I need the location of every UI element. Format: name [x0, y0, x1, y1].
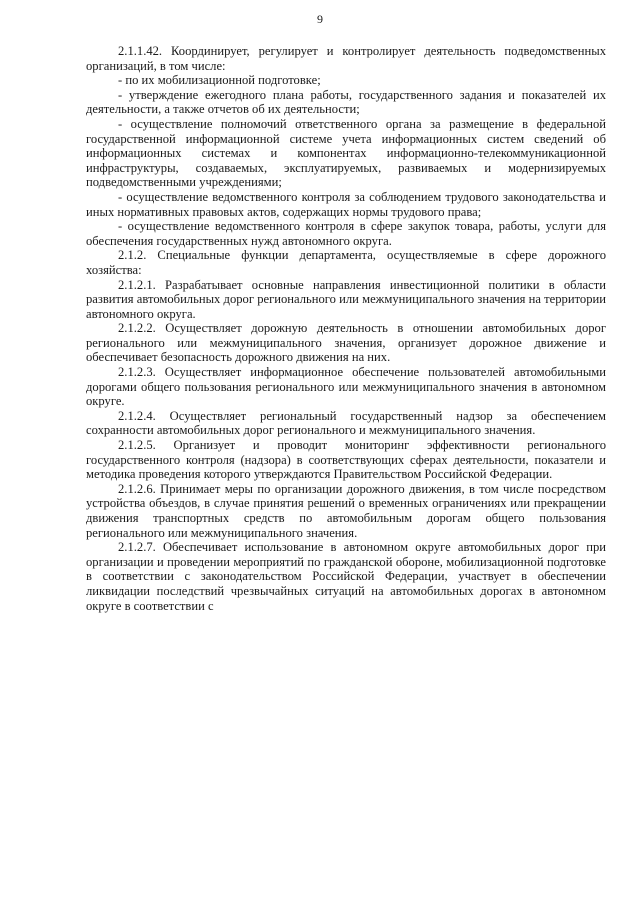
document-body	[86, 44, 606, 613]
paragraph-2-1-2-5: 2.1.2.5. Организует и проводит мониторинг эффективности регионального государственного контроля (надзора) в соответствующих сферах деятельности, показатели и методика проведения которого утверждаются Правительством Российской Федерации.	[86, 438, 606, 482]
list-item-mobilization: - по их мобилизационной подготовке;	[118, 73, 321, 88]
paragraph-2-1-2-6: 2.1.2.6. Принимает меры по организации дорожного движения, в том числе посредством устройства объездов, в случае принятия решений о временных ограничениях или прекращении движения транспортных средств по автомобильным дорогам общего пользования регионального или межмуниципального значения.	[86, 481, 606, 540]
page-number: 9	[317, 12, 323, 26]
paragraph-2-1-2-2: 2.1.2.2. Осуществляет дорожную деятельность в отношении автомобильных дорог регионального или межмуниципального значения, организует дорожное движение и обеспечивает безопасность дорожного движения на них.	[86, 321, 606, 365]
paragraph-2-1-2: 2.1.2. Специальные функции департамента, осуществляемые в сфере дорожного хозяйства:	[86, 248, 606, 277]
list-item-procurement-control: - осуществление ведомственного контроля в сфере закупок товара, работы, услуги для обеспечения государственных нужд автономного округа.	[86, 219, 606, 248]
paragraph-2-1-1-42: 2.1.1.42. Координирует, регулирует и контролирует деятельность подведомственных организаций, в том числе:	[86, 44, 606, 73]
paragraph-2-1-2-1: 2.1.2.1. Разрабатывает основные направления инвестиционной политики в области развития автомобильных дорог регионального или межмуниципального значения на территории автономного округа.	[86, 277, 606, 321]
paragraph-2-1-2-7: 2.1.2.7. Обеспечивает использование в автономном округе автомобильных дорог при организации и проведении мероприятий по гражданской обороне, мобилизационной подготовке в соответствии с законодательством Российской Федерации, участвует в обеспечении ликвидации последствий чрезвычайных ситуаций на автомобильных дорогах в автономном округе в соответствии с	[86, 540, 606, 613]
paragraph-2-1-2-4: 2.1.2.4. Осуществляет региональный государственный надзор за обеспечением сохранности автомобильных дорог регионального и межмуниципального значения.	[86, 408, 606, 438]
list-item-annual-plan: - утверждение ежегодного плана работы, государственного задания и показателей их деятельности, а также отчетов об их деятельности;	[86, 87, 606, 117]
paragraph-2-1-2-3: 2.1.2.3. Осуществляет информационное обеспечение пользователей автомобильными дорогами общего пользования регионального или межмуниципального значения в автономном округе.	[86, 365, 606, 409]
list-item-information-systems: - осуществление полномочий ответственного органа за размещение в федеральной государственной информационной системе учета информационных систем сведений об информационных системах и компонентах информационно-телекоммуникационной инфраструктуры, создаваемых, эксплуатируемых, развиваемых и модернизируемых подведомственными учреждениями;	[86, 116, 606, 190]
list-item-labor-control: - осуществление ведомственного контроля за соблюдением трудового законодательства и иных нормативных правовых актов, содержащих нормы трудового права;	[86, 189, 606, 219]
